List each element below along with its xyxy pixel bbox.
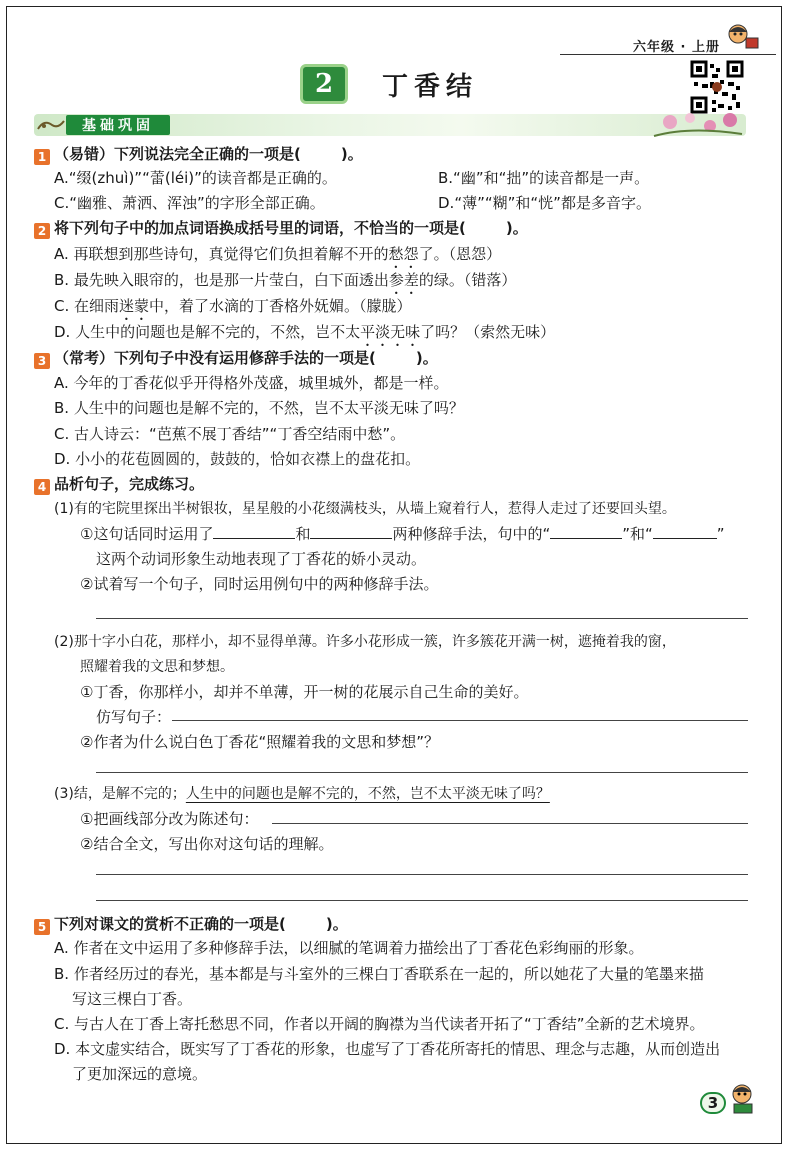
question-3 (34, 348, 438, 369)
page-number: 3 (700, 1092, 726, 1114)
fill-blank[interactable] (653, 524, 717, 539)
option-d (54, 322, 555, 350)
option-text: D. 人生中的问题也是解不完的，不然，岂不太 (54, 323, 361, 341)
question-number: 1 (34, 149, 50, 165)
answer-line[interactable] (96, 900, 748, 901)
question-stem: 品析句子，完成练习。 (54, 475, 205, 493)
option-text: A. 再联想到那些诗句，真觉得它们负担着解不开的 (54, 245, 389, 263)
option-d: D.“薄”“糊”和“恍”都是多音字。 (438, 194, 651, 212)
question-stem: 下列对课文的赏析不正确的一项是( (54, 915, 286, 933)
dotted-word: 平淡无味 (360, 323, 421, 341)
answer-line[interactable] (96, 618, 748, 619)
header-rule (560, 54, 776, 55)
subquestion-2-1: ①丁香，你那样小，却并不单薄，开一树的花展示自己生命的美好。 (80, 683, 529, 701)
section-label: 基础巩固 (66, 115, 170, 135)
dotted-word: 愁怨 (388, 245, 419, 263)
dotted-word: 参差 (388, 271, 419, 289)
question-5 (34, 914, 348, 935)
passage-text: (3)结，是解不完的； (54, 786, 186, 802)
rewrite-prompt: 仿写句子： (96, 708, 172, 726)
option-d: D. 小小的花苞圆圆的，鼓鼓的，恰如衣襟上的盘花扣。 (54, 450, 421, 468)
option-text: 的绿。（错落） (418, 271, 517, 289)
question-close: )。 (415, 349, 438, 367)
option-text: 中，着了水滴的丁香格外妩媚。（朦胧） (149, 297, 412, 315)
qr-code-icon[interactable] (690, 60, 744, 114)
subquestion-2-2: ②作者为什么说白色丁香花“照耀着我的文思和梦想”？ (80, 733, 439, 751)
option-c: C.“幽雅、萧洒、浑浊”的字形全部正确。 (54, 194, 325, 212)
option-b: B. 人生中的问题也是解不完的，不然，岂不太平淡无味了吗？ (54, 399, 464, 417)
option-a: A.“缀(zhuì)”“蕾(léi)”的读音都是正确的。 (54, 169, 337, 187)
answer-line[interactable] (96, 772, 748, 773)
question-2 (34, 218, 528, 239)
grade-label: 六年级 · 上册 (633, 40, 720, 55)
option-a: A. 作者在文中运用了多种修辞手法，以细腻的笔调着力描绘出了丁香花色彩绚丽的形象。 (54, 939, 644, 957)
mascot-icon (726, 22, 760, 52)
option-c: C. 古人诗云：“芭蕉不展丁香结”“丁香空结雨中愁”。 (54, 425, 406, 443)
question-number: 4 (34, 479, 50, 495)
option-b: B. 作者经历过的春光，基本都是与斗室外的三棵白丁香联系在一起的，所以她花了大量的笔墨来描 (54, 965, 704, 983)
passage-2: (2)那十字小白花，那样小，却不显得单薄。许多小花形成一簇，许多簇花开满一树，遮掩着我的窗， (54, 634, 676, 650)
passage-1: (1)有的宅院里探出半树银妆，星星般的小花缀满枝头，从墙上窥着行人，惹得人走过了还要回头望。 (54, 501, 676, 517)
subquestion-3-2: ②结合全文，写出你对这句话的理解。 (80, 835, 334, 853)
subq-text: ” (716, 525, 725, 543)
question-number: 2 (34, 223, 50, 239)
dotted-word: 迷蒙 (119, 297, 150, 315)
subquestion-3-1: ①把画线部分改为陈述句： (80, 810, 259, 828)
option-b (54, 270, 516, 298)
fill-blank[interactable] (213, 524, 295, 539)
question-1 (34, 144, 363, 165)
answer-line[interactable] (96, 874, 748, 875)
question-close: )。 (340, 145, 363, 163)
subq-text: ”和“ (622, 525, 653, 543)
subq-text: 两种修辞手法，句中的“ (392, 525, 551, 543)
ornament-icon (36, 117, 66, 133)
question-close: )。 (505, 219, 528, 237)
option-c (54, 296, 412, 324)
fill-blank[interactable] (310, 524, 392, 539)
flower-decoration-icon (650, 108, 746, 140)
underlined-sentence: 人生中的问题也是解不完的，不然，岂不太平淡无味了吗？ (185, 786, 550, 802)
answer-line[interactable] (272, 823, 748, 824)
question-stem: 将下列句子中的加点词语换成括号里的词语，不恰当的一项是( (54, 219, 466, 237)
question-number: 3 (34, 353, 50, 369)
question-4 (34, 474, 204, 495)
option-a (54, 244, 501, 272)
question-stem: （易错）下列说法完全正确的一项是( (54, 145, 301, 163)
subq-text: ①这句话同时运用了 (80, 525, 214, 543)
option-b: B.“幽”和“拙”的读音都是一声。 (438, 169, 650, 187)
lesson-heading (300, 64, 478, 104)
option-text: B. 最先映入眼帘的，也是那一片莹白，白下面透出 (54, 271, 389, 289)
lesson-number-badge: 2 (300, 64, 348, 104)
option-b-cont: 写这三棵白丁香。 (72, 990, 193, 1008)
option-a: A. 今年的丁香花似乎开得格外茂盛，城里城外，都是一样。 (54, 374, 449, 392)
question-stem: （常考）下列句子中没有运用修辞手法的一项是( (54, 349, 376, 367)
subquestion-1-1-cont: 这两个动词形象生动地表现了丁香花的娇小灵动。 (96, 550, 427, 568)
option-text: C. 在细雨 (54, 297, 120, 315)
subquestion-1-1 (80, 524, 725, 544)
option-c: C. 与古人在丁香上寄托愁思不同，作者以开阔的胸襟为当代读者开拓了“丁香结”全新的艺术境界。 (54, 1015, 705, 1033)
fill-blank[interactable] (550, 524, 622, 539)
passage-3 (54, 784, 550, 804)
answer-line[interactable] (172, 720, 748, 721)
subquestion-1-2: ②试着写一个句子，同时运用例句中的两种修辞手法。 (80, 575, 439, 593)
mascot-icon (726, 1082, 760, 1116)
option-d-cont: 了更加深远的意境。 (72, 1065, 208, 1083)
option-text: 了吗？（索然无味） (420, 323, 556, 341)
question-close: )。 (325, 915, 348, 933)
option-text: 了。（恩怨） (418, 245, 502, 263)
question-number: 5 (34, 919, 50, 935)
option-d: D. 本文虚实结合，既实写了丁香花的形象，也虚写了丁香花所寄托的情思、理念与志趣，从而创造出 (54, 1040, 721, 1058)
passage-2-cont: 照耀着我的文思和梦想。 (80, 659, 234, 675)
lesson-title: 丁香结 (382, 71, 479, 102)
subq-text: 和 (295, 525, 311, 543)
